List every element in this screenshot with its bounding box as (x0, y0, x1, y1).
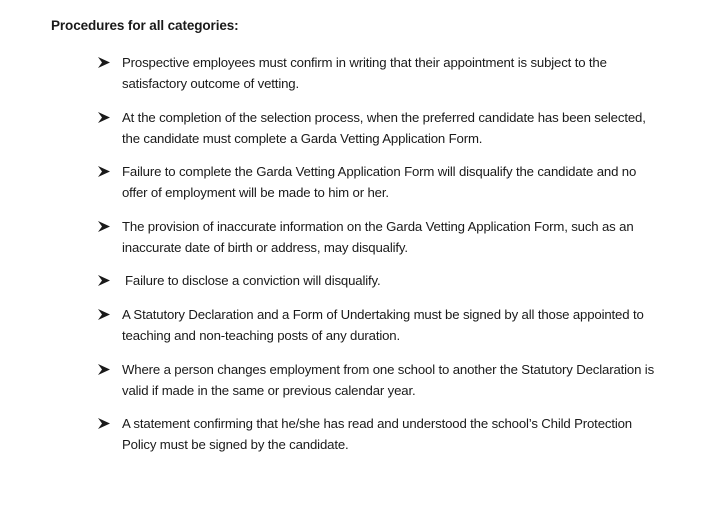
list-item-text: Where a person changes employment from one school to another the Statutory Declaration is valid if made in the same or previous calendar year. (122, 361, 655, 398)
list-item (98, 270, 658, 291)
list-item (98, 107, 658, 149)
list-item-text: A statement confirming that he/she has read and understood the school’s Child Protection Policy must be signed by the candidate. (122, 416, 632, 453)
list-item-text: The provision of inaccurate information on the Garda Vetting Application Form, such as an inaccurate date of birth or address, may disqualify. (122, 218, 634, 255)
arrowhead-bullet-icon (98, 216, 112, 237)
list-item (98, 359, 658, 401)
arrowhead-bullet-icon (98, 52, 112, 73)
list-item-text: Failure to disclose a conviction will disqualify. (125, 273, 381, 289)
list-item (98, 52, 658, 94)
arrowhead-bullet-icon (98, 270, 112, 291)
list-item-text: Prospective employees must confirm in writing that their appointment is subject to the satisfactory outcome of vetting. (122, 55, 607, 91)
procedures-list (98, 52, 658, 468)
list-item (98, 304, 658, 346)
list-item-text: A Statutory Declaration and a Form of Undertaking must be signed by all those appointed to teaching and non-teaching posts of any duration. (122, 306, 644, 343)
list-item-text: At the completion of the selection process, when the preferred candidate has been selected, the candidate must complete a Garda Vetting Application Form. (122, 109, 646, 146)
list-item (98, 413, 658, 455)
arrowhead-bullet-icon (98, 304, 112, 325)
list-item (98, 161, 658, 203)
section-heading: Procedures for all categories: (51, 18, 239, 33)
list-item-text: Failure to complete the Garda Vetting Application Form will disqualify the candidate and no offer of employment will be made to him or her. (122, 164, 637, 201)
arrowhead-bullet-icon (98, 413, 112, 434)
list-item (98, 216, 658, 258)
arrowhead-bullet-icon (98, 359, 112, 380)
arrowhead-bullet-icon (98, 107, 112, 128)
arrowhead-bullet-icon (98, 161, 112, 182)
